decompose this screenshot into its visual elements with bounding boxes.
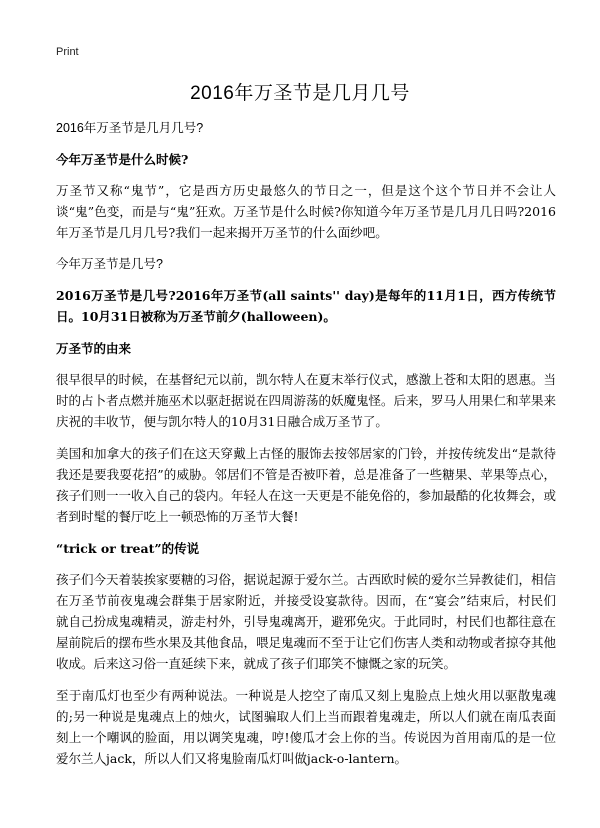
paragraph: 2016万圣节是几号?2016年万圣节(all saints'' day)是每年的11月1日，西方传统节日。10月31日被称为万圣节前夕(halloween)。 [56,288,556,324]
section-heading: “trick or treat”的传说 [56,541,200,556]
page-title: 2016年万圣节是几月几号 [190,83,410,104]
section-heading: 万圣节的由来 [56,341,132,356]
paragraph: 孩子们今天着装挨家要糖的习俗，据说起源于爱尔兰。古西欧时候的爱尔兰异教徒们，相信在万圣节前夜鬼魂会群集于居家附近，并接受设宴款待。因而，在“宴会”结束后，村民们就自己扮成鬼魂精灵，游走村外，引导鬼魂离开，避邪免灾。于此同时，村民们也都往意在屋前院后的摆布些水果及其他食品，喂足鬼魂而不至于让它们伤害人类和动物或者掠夺其他收成。后来这习俗一直延续下来，就成了孩子们耶笑不慷慨之家的玩笑。 [56,572,557,671]
article-subtitle: 2016年万圣节是几月几号? [56,121,204,135]
section-heading: 今年万圣节是什么时候? [56,152,189,167]
paragraph: 万圣节又称“鬼节”，它是西方历史最悠久的节日之一，但是这个这个节日并不会让人谈“鬼”色变，而是与“鬼”狂欢。万圣节是什么时候?你知道今年万圣节是几月几日吗?2016年万圣节是几月几号?我们一起来揭开万圣节的什么面纱吧。 [56,183,556,240]
print-link[interactable]: Print [56,46,79,58]
article-body [56,118,556,780]
paragraph: 至于南瓜灯也至少有两种说法。一种说是人挖空了南瓜又刻上鬼脸点上烛火用以驱散鬼魂的;另一种说是鬼魂点上的烛火，试图骗取人们上当而跟着鬼魂走，所以人们就在南瓜表面刻上一个嘲讽的脸面，用以调笑鬼魂，哼!傻瓜才会上你的当。传说因为首用南瓜的是一位爱尔兰人jack，所以人们又将鬼脸南瓜灯叫做jack-o-lantern。 [56,688,556,766]
section-subheading: 今年万圣节是几号? [56,257,163,271]
paragraph: 很早很早的时候，在基督纪元以前，凯尔特人在夏末举行仪式，感激上苍和太阳的恩惠。当时的占卜者点燃并施巫术以驱赶据说在四周游荡的妖魔鬼怪。后来，罗马人用果仁和苹果来庆祝的丰收节，便与凯尔特人的10月31日融合成万圣节了。 [56,372,557,429]
paragraph: 美国和加拿大的孩子们在这天穿戴上古怪的服饰去按邻居家的门铃，并按传统发出“是款待我还是要我耍花招”的威胁。邻居们不管是否被吓着，总是准备了一些糖果、苹果等点心，孩子们则一一收入自己的袋内。年轻人在这一天更是不能免俗的，参加最酷的化妆舞会，或者到时髦的餐厅吃上一顿恐怖的万圣节大餐! [56,446,557,524]
